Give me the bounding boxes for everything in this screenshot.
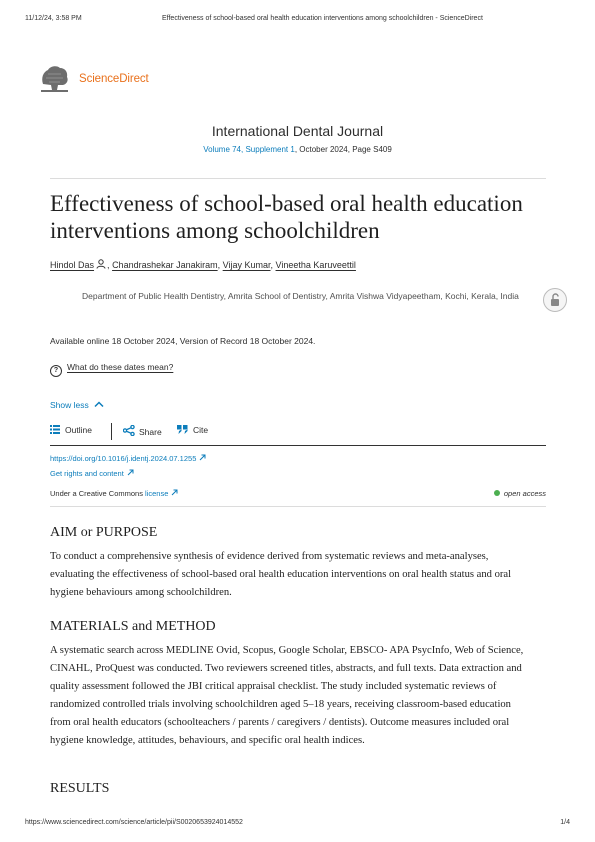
person-icon: [96, 259, 106, 269]
availability-dates: Available online 18 October 2024, Version of Record 18 October 2024.: [50, 336, 316, 346]
doi-label: https://doi.org/10.1016/j.identj.2024.07.1255: [50, 454, 197, 463]
license-prefix: Under a Creative Commons: [50, 489, 146, 498]
external-link-icon: [127, 469, 134, 476]
question-icon: ?: [50, 365, 62, 377]
author-link[interactable]: Vijay Kumar: [222, 260, 271, 270]
elsevier-tree-icon: [39, 64, 70, 93]
divider: [50, 506, 546, 507]
author-separator: ,: [107, 260, 110, 270]
what-dates-link[interactable]: [50, 362, 173, 377]
sciencedirect-logo[interactable]: [39, 64, 159, 94]
journal-name[interactable]: International Dental Journal: [211, 123, 384, 139]
list-icon: [50, 425, 60, 434]
doi-link[interactable]: [50, 454, 206, 463]
sciencedirect-brand: ScienceDirect: [79, 73, 149, 85]
author-link[interactable]: Vineetha Karuveettil: [275, 260, 356, 270]
external-link-icon: [199, 454, 206, 461]
open-access-dot-icon: [494, 490, 500, 496]
outline-label: Outline: [65, 425, 92, 435]
show-less-label: Show less: [50, 400, 89, 410]
section-body: A systematic search across MEDLINE Ovid, Scopus, Google Scholar, EBSCO- APA PsycInfo, Web of Science, CINAHL, ProQuest was conducted. Two reviewers screened titles, abstracts, and full texts. Data extraction and quality assessment followed the JBI critical appraisal checklist. The study included systematic reviews of randomized controlled trials involving schoolchildren aged 5–18 years, receiving classroom-based education from oral health educators (schoolteachers / parents / caregivers / dentists). Outcome measures included oral hygiene knowledge, attitudes, behaviours, and specific oral health indices.: [50, 645, 524, 746]
author-list: [50, 259, 356, 270]
what-dates-label: What do these dates mean?: [67, 362, 174, 372]
section-heading: RESULTS: [50, 781, 110, 796]
section-heading: AIM or PURPOSE: [50, 525, 158, 540]
divider: [50, 178, 546, 179]
share-label: Share: [139, 427, 162, 437]
toolbar-separator: [111, 423, 112, 440]
license-info: [50, 489, 178, 498]
cite-label: Cite: [193, 425, 209, 435]
rights-link[interactable]: [50, 469, 134, 478]
author-link[interactable]: Chandrashekar Janakiram: [112, 260, 218, 270]
rights-label: Get rights and content: [50, 469, 124, 478]
share-icon: [123, 425, 135, 436]
license-link[interactable]: license: [145, 489, 169, 498]
open-access-badge: [494, 489, 546, 498]
quote-icon: [177, 425, 188, 434]
author-separator: ,: [270, 260, 274, 270]
author-link[interactable]: Hindol Das: [50, 260, 95, 270]
open-access-lock-button[interactable]: [543, 288, 567, 312]
external-link-icon: [171, 489, 178, 496]
issue-date-page: , October 2024, Page S409: [294, 145, 392, 154]
toolbar-rule: [50, 445, 546, 446]
article-toolbar: [50, 425, 546, 441]
chevron-up-icon: [94, 400, 104, 408]
show-less-toggle[interactable]: [50, 400, 104, 410]
volume-link[interactable]: Volume 74, Supplement 1: [203, 145, 295, 154]
cite-button[interactable]: [177, 425, 208, 435]
print-url: https://www.sciencedirect.com/science/article/pii/S0020653924014552: [25, 819, 243, 826]
open-access-label: open access: [503, 489, 546, 498]
issue-info: [0, 145, 595, 154]
author-separator: ,: [217, 260, 221, 270]
print-page-count: 1/4: [560, 819, 570, 826]
section-body: To conduct a comprehensive synthesis of evidence derived from systematic reviews and meta-analyses, evaluating the effectiveness of school-based oral health education interventions on oral health status and oral hygiene behaviours among schoolchildren.: [50, 551, 512, 598]
article-title: Effectiveness of school-based oral health education interventions among schoolchildren: [50, 191, 523, 243]
section-heading: MATERIALS and METHOD: [50, 619, 216, 634]
outline-button[interactable]: [50, 425, 92, 435]
affiliation: Department of Public Health Dentistry, Amrita School of Dentistry, Amrita Vishwa Vidyapeetham, Kochi, Kerala, India: [82, 291, 519, 301]
print-page-title: Effectiveness of school-based oral health education interventions among schoolchildren - ScienceDirect: [162, 15, 483, 22]
unlock-icon: [544, 289, 566, 311]
print-datetime: 11/12/24, 3:58 PM: [25, 15, 82, 22]
share-button[interactable]: [123, 425, 162, 437]
